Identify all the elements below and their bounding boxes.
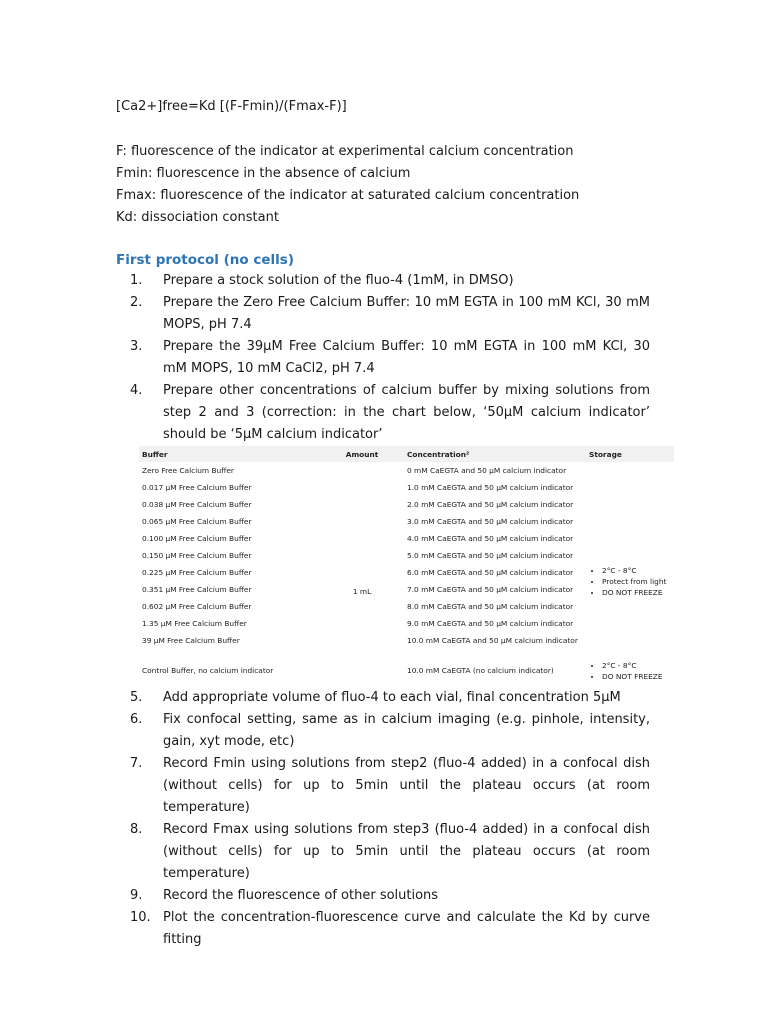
step-text: Fix confocal setting, same as in calcium imaging (e.g. pinhole, intensity, gain, xyt mode, etc) xyxy=(163,712,650,749)
protocol-step xyxy=(130,819,650,885)
table-row xyxy=(139,462,674,479)
cell-concentration: 3.0 mM CaEGTA and 50 μM calcium indicator xyxy=(407,517,574,526)
cell-concentration: 2.0 mM CaEGTA and 50 μM calcium indicator xyxy=(407,500,574,509)
cell-concentration: 10.0 mM CaEGTA (no calcium indicator) xyxy=(407,666,554,675)
step-number: 2. xyxy=(130,295,143,310)
kd-formula: [Ca2+]free=Kd [(F-Fmin)/(Fmax-F)] xyxy=(116,99,347,114)
definition-f: F: fluorescence of the indicator at experimental calcium concentration xyxy=(116,144,574,159)
storage-note: • DO NOT FREEZE xyxy=(602,587,674,598)
step-number: 3. xyxy=(130,339,143,354)
protocol-step xyxy=(130,687,650,709)
table-header-row xyxy=(139,446,674,462)
cell-concentration: 5.0 mM CaEGTA and 50 μM calcium indicator xyxy=(407,551,574,560)
protocol-step xyxy=(130,709,650,753)
table-row xyxy=(139,496,674,513)
step-number: 4. xyxy=(130,383,143,398)
storage-note: • 2°C - 8°C xyxy=(602,565,674,576)
protocol-step xyxy=(130,753,650,819)
cell-buffer: Zero Free Calcium Buffer xyxy=(142,466,234,475)
table-row xyxy=(139,513,674,530)
storage-notes-main xyxy=(590,565,674,598)
step-text: Prepare the 39μM Free Calcium Buffer: 10 mM EGTA in 100 mM KCl, 30 mM MOPS, 10 mM CaCl2, pH 7.4 xyxy=(163,339,650,376)
cell-amount: 1 mL xyxy=(352,587,372,596)
protocol-step xyxy=(130,270,650,292)
buffer-table xyxy=(139,446,674,700)
cell-concentration: 0 mM CaEGTA and 50 μM calcium indicator xyxy=(407,466,567,475)
header-storage: Storage xyxy=(589,449,622,459)
table-row xyxy=(139,632,674,649)
step-number: 7. xyxy=(130,756,143,771)
step-number: 10. xyxy=(130,910,151,925)
cell-buffer: 0.100 μM Free Calcium Buffer xyxy=(142,534,252,543)
protocol-steps-5-10 xyxy=(130,687,650,951)
step-text: Add appropriate volume of fluo-4 to each vial, final concentration 5μM xyxy=(163,690,621,705)
step-number: 8. xyxy=(130,822,143,837)
step-text: Plot the concentration-fluorescence curve and calculate the Kd by curve fitting xyxy=(163,910,650,947)
storage-note: • Protect from light xyxy=(602,576,674,587)
protocol-step xyxy=(130,907,650,951)
table-row xyxy=(139,530,674,547)
header-amount: Amount xyxy=(345,449,379,459)
protocol-step xyxy=(130,885,650,907)
protocol-step xyxy=(130,292,650,336)
step-text: Record Fmax using solutions from step3 (fluo-4 added) in a confocal dish (without cells) for up to 5min until the plateau occurs (at room temperature) xyxy=(163,822,650,881)
cell-buffer: 0.065 μM Free Calcium Buffer xyxy=(142,517,252,526)
table-body xyxy=(139,462,674,700)
step-text: Prepare other concentrations of calcium buffer by mixing solutions from step 2 and 3 (correction: in the chart below, ‘50μM calcium indicator’ should be ‘5μM calcium indicator’ xyxy=(163,383,650,442)
definition-fmax: Fmax: fluorescence of the indicator at saturated calcium concentration xyxy=(116,188,580,203)
cell-buffer: 39 μM Free Calcium Buffer xyxy=(142,636,240,645)
cell-buffer: 0.351 μM Free Calcium Buffer xyxy=(142,585,252,594)
step-text: Prepare a stock solution of the fluo-4 (1mM, in DMSO) xyxy=(163,273,514,288)
cell-concentration: 1.0 mM CaEGTA and 50 μM calcium indicator xyxy=(407,483,574,492)
cell-buffer: 0.225 μM Free Calcium Buffer xyxy=(142,568,252,577)
cell-buffer: 0.602 μM Free Calcium Buffer xyxy=(142,602,252,611)
header-buffer: Buffer xyxy=(142,449,168,459)
step-number: 1. xyxy=(130,273,143,288)
cell-buffer: 1.35 μM Free Calcium Buffer xyxy=(142,619,247,628)
protocol-step xyxy=(130,380,650,446)
step-text: Record Fmin using solutions from step2 (fluo-4 added) in a confocal dish (without cells) for up to 5min until the plateau occurs (at room temperature) xyxy=(163,756,650,815)
definition-fmin: Fmin: fluorescence in the absence of calcium xyxy=(116,166,411,181)
table-row xyxy=(139,547,674,564)
table-row xyxy=(139,479,674,496)
storage-note: • DO NOT FREEZE xyxy=(602,671,674,682)
protocol-step xyxy=(130,336,650,380)
cell-concentration: 9.0 mM CaEGTA and 50 μM calcium indicator xyxy=(407,619,574,628)
definitions-list xyxy=(116,141,579,229)
table-row xyxy=(139,615,674,632)
step-number: 6. xyxy=(130,712,143,727)
header-concentration: Concentration² xyxy=(407,449,470,459)
step-number: 9. xyxy=(130,888,143,903)
cell-concentration: 8.0 mM CaEGTA and 50 μM calcium indicator xyxy=(407,602,574,611)
cell-concentration: 7.0 mM CaEGTA and 50 μM calcium indicator xyxy=(407,585,574,594)
step-text: Prepare the Zero Free Calcium Buffer: 10 mM EGTA in 100 mM KCl, 30 mM MOPS, pH 7.4 xyxy=(163,295,650,332)
cell-concentration: 6.0 mM CaEGTA and 50 μM calcium indicator xyxy=(407,568,574,577)
storage-notes-control xyxy=(590,660,674,682)
table-row xyxy=(139,598,674,615)
section-heading: First protocol (no cells) xyxy=(116,252,294,268)
cell-buffer: Control Buffer, no calcium indicator xyxy=(142,666,274,675)
storage-note: • 2°C - 8°C xyxy=(602,660,674,671)
cell-concentration: 4.0 mM CaEGTA and 50 μM calcium indicator xyxy=(407,534,574,543)
cell-buffer: 0.017 μM Free Calcium Buffer xyxy=(142,483,252,492)
cell-concentration: 10.0 mM CaEGTA and 50 μM calcium indicator xyxy=(407,636,578,645)
cell-buffer: 0.150 μM Free Calcium Buffer xyxy=(142,551,252,560)
definition-kd: Kd: dissociation constant xyxy=(116,210,279,225)
step-number: 5. xyxy=(130,690,143,705)
cell-buffer: 0.038 μM Free Calcium Buffer xyxy=(142,500,252,509)
step-text: Record the fluorescence of other solutions xyxy=(163,888,439,903)
protocol-steps-1-4 xyxy=(130,270,650,446)
